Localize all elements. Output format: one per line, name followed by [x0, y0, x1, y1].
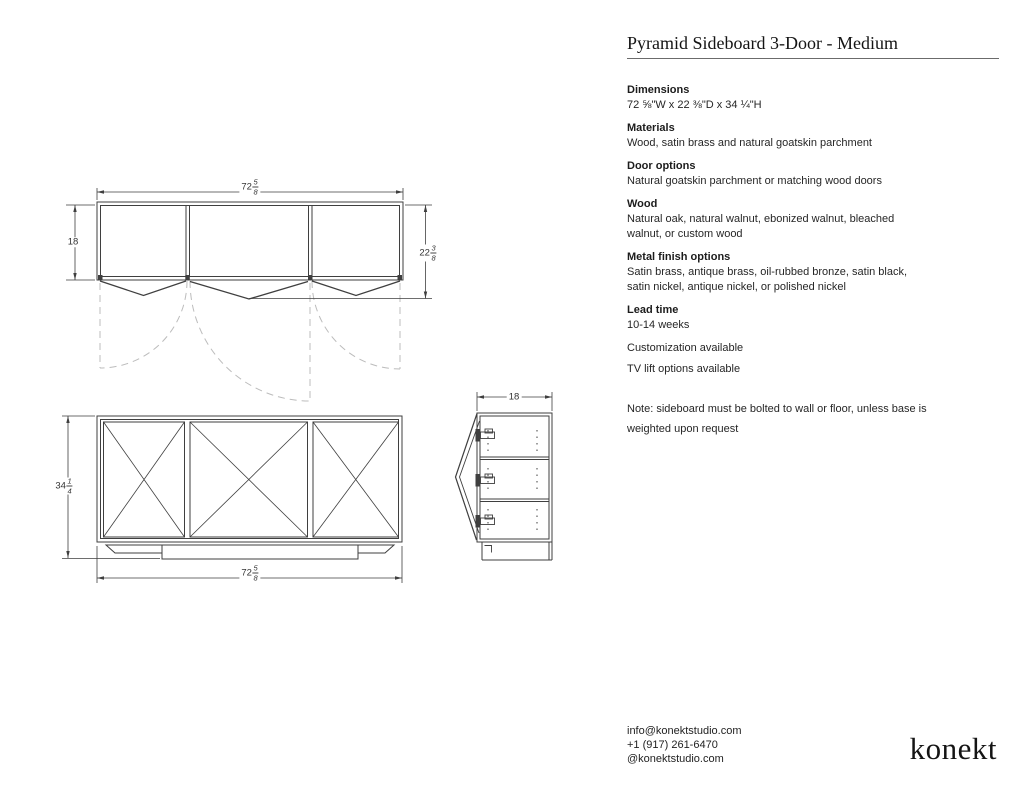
konekt-logo: konekt: [909, 731, 997, 766]
spec-value: 72 ⅝"W x 22 ⅜"D x 34 ¼"H: [627, 99, 762, 111]
spec-value: Wood, satin brass and natural goatskin parchment: [627, 137, 872, 149]
contact-phone: +1 (917) 261-6470: [627, 739, 718, 751]
customization-line: Customization available: [627, 342, 744, 354]
spec-section-metal-finish: [627, 250, 999, 295]
page-title: Pyramid Sideboard 3-Door - Medium: [627, 32, 999, 59]
dim-label-topview-total-depth: 22 $\frac{3}{8}$: [417, 245, 438, 262]
spec-section-dimensions: [627, 83, 999, 113]
spec-section-wood: [627, 197, 999, 242]
spec-value: Satin brass, antique brass, oil-rubbed bronze, satin black,: [627, 266, 908, 278]
spec-heading: Wood: [627, 198, 658, 210]
note-line: weighted upon request: [627, 423, 739, 435]
dim-label-topview-width: 72 $\frac{5}{8}$: [239, 179, 260, 196]
hinge-icons: [476, 429, 495, 528]
spec-value: Natural goatskin parchment or matching wood doors: [627, 175, 882, 187]
spec-column: [627, 30, 999, 439]
spec-heading: Dimensions: [627, 84, 690, 96]
spec-value: walnut, or custom wood: [627, 228, 743, 240]
spec-heading: Metal finish options: [627, 251, 731, 263]
spec-section-lead-time: [627, 303, 999, 333]
tv-lift-line: TV lift options available: [627, 363, 741, 375]
dim-label-frontview-height: 34 $\frac{1}{4}$: [53, 478, 74, 495]
spec-heading: Door options: [627, 160, 696, 172]
contact-email: info@konektstudio.com: [627, 725, 742, 737]
spec-value: 10-14 weeks: [627, 319, 690, 331]
contact-social: @konektstudio.com: [627, 753, 724, 765]
note-block: [627, 399, 999, 439]
spec-value: Natural oak, natural walnut, ebonized walnut, bleached: [627, 213, 895, 225]
spec-section-materials: [627, 121, 999, 151]
side-view-drawing: [456, 392, 553, 560]
dim-label-topview-carcass-depth: 18: [67, 236, 79, 248]
spec-heading: Materials: [627, 122, 675, 134]
spec-heading: Lead time: [627, 304, 679, 316]
spec-section-door-options: [627, 159, 999, 189]
dim-label-sideview-depth: 18: [508, 391, 520, 403]
contact-block: [627, 724, 742, 766]
dim-label-frontview-width: 72 $\frac{5}{8}$: [239, 565, 260, 582]
spec-value: satin nickel, antique nickel, or polished nickel: [627, 281, 846, 293]
front-view-drawing: [62, 416, 402, 583]
note-line: Note: sideboard must be bolted to wall or floor, unless base is: [627, 403, 927, 415]
top-view-drawing: [66, 188, 432, 299]
